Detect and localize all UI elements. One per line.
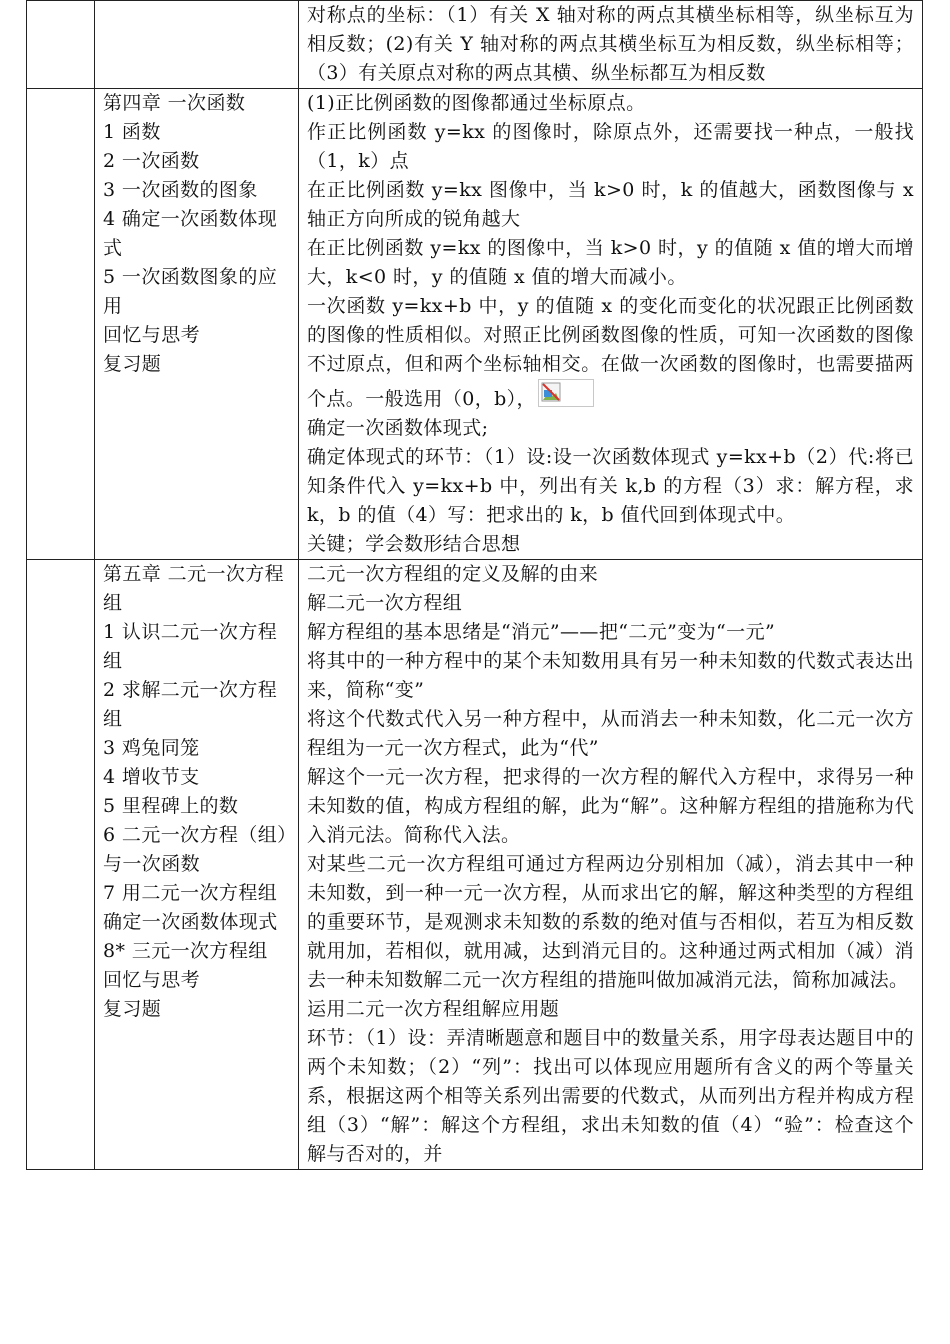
content-paragraph: 确定一次函数体现式; bbox=[307, 417, 489, 439]
content-paragraph: 将这个代数式代入另一种方程中，从而消去一种未知数，化二元一次方程组为一元一次方程式，此为“代” bbox=[307, 708, 914, 759]
table-row bbox=[27, 1, 923, 89]
content-cell bbox=[299, 560, 923, 1170]
section-item: 复习题 bbox=[103, 353, 162, 375]
content-paragraph bbox=[307, 292, 914, 414]
content-paragraph: 确定体现式的环节：（1）设:设一次函数体现式 y=kx+b（2）代:将已知条件代入 y=kx+b 中，列出有关 k,b 的方程（3）求：解方程，求 k，b 的值（4）写：把求出的 k，b 值代回到体现式中。 bbox=[307, 446, 914, 526]
section-item: 复习题 bbox=[103, 998, 162, 1020]
content-paragraph: 关键；学会数形结合思想 bbox=[307, 533, 521, 555]
table-row bbox=[27, 560, 923, 1170]
content-paragraph: 作正比例函数 y=kx 的图像时，除原点外，还需要找一种点，一般找（1，k）点 bbox=[307, 121, 914, 172]
content-paragraph: 解二元一次方程组 bbox=[307, 592, 463, 614]
table-row bbox=[27, 89, 923, 560]
section-item: 2 求解二元一次方程组 bbox=[103, 679, 278, 730]
section-item: 3 鸡兔同笼 bbox=[103, 737, 200, 759]
row-index-cell bbox=[27, 560, 95, 1170]
content-cell bbox=[299, 89, 923, 560]
content-paragraph: 二元一次方程组的定义及解的由来 bbox=[307, 563, 599, 585]
chapter-cell bbox=[95, 1, 299, 89]
content-cell bbox=[299, 1, 923, 89]
outline-table bbox=[26, 0, 923, 1170]
chapter-title: 第四章 一次函数 bbox=[103, 92, 246, 114]
section-item: 回忆与思考 bbox=[103, 324, 201, 346]
chapter-cell bbox=[95, 89, 299, 560]
section-item: 8* 三元一次方程组 bbox=[103, 940, 268, 962]
section-item: 4 增收节支 bbox=[103, 766, 200, 788]
content-paragraph: 在正比例函数 y=kx 的图像中，当 k>0 时，y 的值随 x 值的增大而增大，k<0 时，y 的值随 x 值的增大而减小。 bbox=[307, 237, 914, 288]
content-paragraph: 在正比例函数 y=kx 图像中，当 k>0 时，k 的值越大，函数图像与 x 轴正方向所成的锐角越大 bbox=[307, 179, 914, 230]
section-item: 7 用二元一次方程组确定一次函数体现式 bbox=[103, 882, 278, 933]
section-item: 4 确定一次函数体现式 bbox=[103, 208, 278, 259]
section-item: 5 一次函数图象的应用 bbox=[103, 266, 278, 317]
content-paragraph: 解这个一元一次方程，把求得的一次方程的解代入方程中，求得另一种未知数的值，构成方程组的解，此为“解”。这种解方程组的措施称为代入消元法。简称代入法。 bbox=[307, 766, 914, 846]
section-item: 2 一次函数 bbox=[103, 150, 200, 172]
content-paragraph: 对某些二元一次方程组可通过方程两边分别相加（减），消去其中一种未知数，到一种一元一次方程，从而求出它的解，解这种类型的方程组的重要环节，是观测求未知数的系数的绝对值与否相似，若互为相反数就用加，若相似，就用减，达到消元目的。这种通过两式相加（减）消去一种未知数解二元一次方程组的措施叫做加减消元法，简称加减法。 bbox=[307, 853, 914, 991]
section-item: 1 函数 bbox=[103, 121, 161, 143]
chapter-cell bbox=[95, 560, 299, 1170]
content-paragraph: 解方程组的基本思绪是“消元”——把“二元”变为“一元” bbox=[307, 621, 776, 643]
section-item: 1 认识二元一次方程组 bbox=[103, 621, 278, 672]
content-paragraph: 环节：（1）设：弄清晰题意和题目中的数量关系，用字母表达题目中的两个未知数；（2）“列”：找出可以体现应用题所有含义的两个等量关系，根据这两个相等关系列出需要的代数式，从而列出方程并构成方程组（3）“解”：解这个方程组，求出未知数的值（4）“验”：检查这个解与否对的，并 bbox=[307, 1027, 914, 1165]
section-item: 回忆与思考 bbox=[103, 969, 201, 991]
content-paragraph: 对称点的坐标：（1）有关 X 轴对称的两点其横坐标相等，纵坐标互为相反数；(2)有关 Y 轴对称的两点其横坐标互为相反数，纵坐标相等；（3）有关原点对称的两点其横、纵坐标都互为相反数 bbox=[307, 4, 914, 84]
section-item: 3 一次函数的图象 bbox=[103, 179, 258, 201]
row-index-cell bbox=[27, 1, 95, 89]
section-item: 5 里程碑上的数 bbox=[103, 795, 239, 817]
row-index-cell bbox=[27, 89, 95, 560]
chapter-title: 第五章 二元一次方程组 bbox=[103, 563, 285, 614]
content-text: 一次函数 y=kx+b 中，y 的值随 x 的变化而变化的状况跟正比例函数的图像的性质相似。对照正比例函数图像的性质，可知一次函数的图像不过原点，但和两个坐标轴相交。在做一次函数的图像时，也需要描两个点。一般选用（0，b）， bbox=[307, 295, 914, 410]
broken-image-icon bbox=[538, 379, 594, 407]
content-paragraph: (1)正比例函数的图像都通过坐标原点。 bbox=[307, 92, 646, 114]
content-paragraph: 将其中的一种方程中的某个未知数用具有另一种未知数的代数式表达出来，简称“变” bbox=[307, 650, 914, 701]
section-item: 6 二元一次方程（组）与一次函数 bbox=[103, 824, 288, 875]
content-paragraph: 运用二元一次方程组解应用题 bbox=[307, 998, 560, 1020]
